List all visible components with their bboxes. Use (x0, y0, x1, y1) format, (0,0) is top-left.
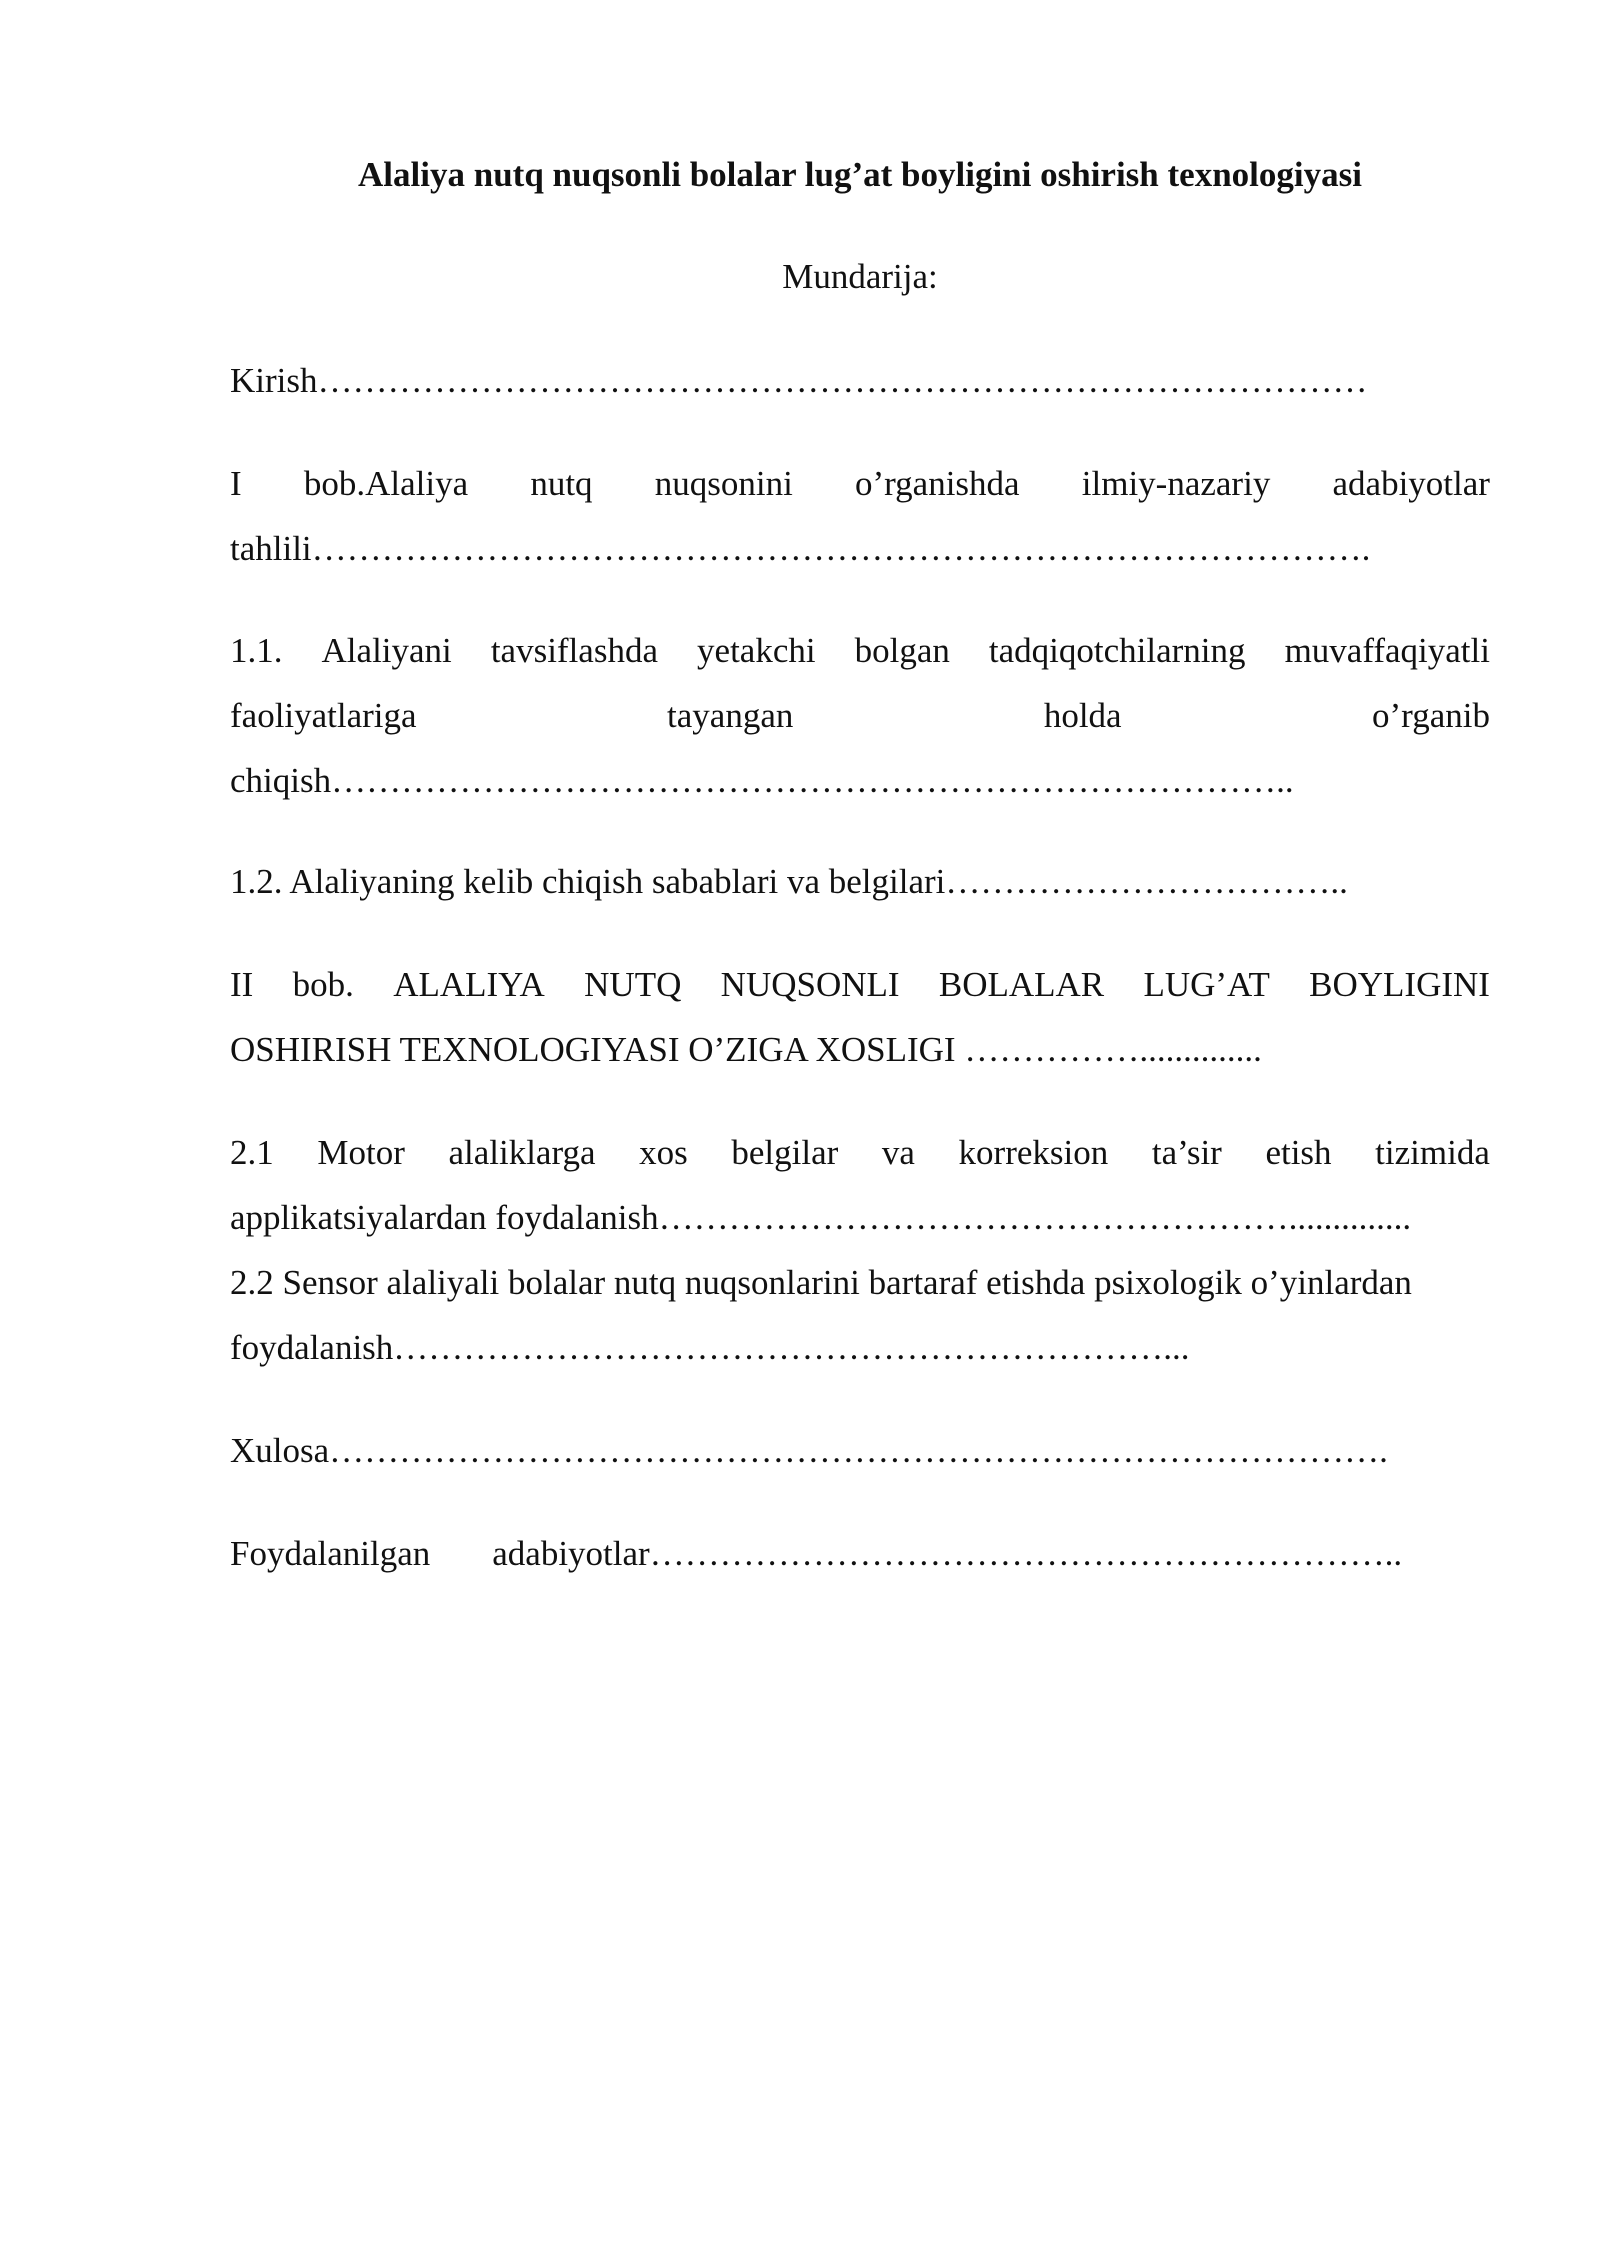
toc-entry-conclusion (230, 1418, 1490, 1483)
toc-word: bob.Alaliya (303, 464, 469, 503)
toc-word: bob. (292, 965, 354, 1004)
toc-word: o’rganishda (855, 464, 1020, 503)
toc-entry-section-1-2 (230, 849, 1490, 914)
toc-word: alaliklarga (448, 1133, 596, 1172)
toc-entry-references (230, 1521, 1490, 1586)
toc-word: xos (639, 1133, 688, 1172)
toc-word: tayangan (667, 696, 794, 735)
toc-word: LUG’AT (1143, 965, 1270, 1004)
toc-word: BOYLIGINI (1309, 965, 1490, 1004)
toc-entry-kirish (230, 348, 1490, 413)
toc-entry-text: Xulosa………………………………………………………………………………. (230, 1431, 1388, 1470)
toc-entry-line (230, 451, 1490, 516)
toc-entry-section-2-2 (230, 1250, 1490, 1380)
toc-entry-line (230, 618, 1490, 683)
toc-word: bolgan (854, 631, 950, 670)
toc-word: Foydalanilgan (230, 1534, 431, 1573)
toc-word: ta’sir (1151, 1133, 1222, 1172)
toc-word: faoliyatlariga (230, 696, 417, 735)
toc-entry-chapter-2 (230, 952, 1490, 1082)
toc-entry-section-2-1 (230, 1120, 1490, 1250)
toc-entry-chapter-1 (230, 451, 1490, 581)
toc-word: NUTQ (584, 965, 682, 1004)
toc-word: I (230, 464, 242, 503)
toc-word: BOLALAR (938, 965, 1105, 1004)
toc-entry-line: 2.2 Sensor alaliyali bolalar nutq nuqsonlarini bartaraf etishda psixologik o’yinlardan (230, 1263, 1412, 1302)
toc-heading: Mundarija: (782, 257, 938, 296)
toc-word: tadqiqotchilarning (988, 631, 1246, 670)
toc-word: Alaliyani (321, 631, 452, 670)
toc-entry-line (230, 952, 1490, 1017)
toc-word: belgilar (731, 1133, 839, 1172)
toc-entry-line: OSHIRISH TEXNOLOGIYASI O’ZIGA XOSLIGI …………….............. (230, 1030, 1262, 1069)
toc-word: 2.1 (230, 1133, 274, 1172)
toc-word: va (881, 1133, 915, 1172)
toc-word: korreksion (958, 1133, 1109, 1172)
toc-entry-line: applikatsiyalardan foydalanish……………………………………………….............. (230, 1198, 1412, 1237)
toc-word: tavsiflashda (490, 631, 658, 670)
toc-word: Motor (317, 1133, 405, 1172)
toc-entry-line (230, 1521, 1490, 1586)
document-title: Alaliya nutq nuqsonli bolalar lug’at boyligini oshirish texnologiyasi (358, 155, 1362, 194)
toc-entry-section-1-1 (230, 618, 1490, 813)
toc-entry-line: tahlili………………………………………………………………………………. (230, 529, 1371, 568)
toc-entry-line: foydalanish…………………………………………………………... (230, 1328, 1190, 1367)
toc-entry-line (230, 1120, 1490, 1185)
toc-word: nutq (530, 464, 593, 503)
toc-entry-line (230, 683, 1490, 748)
toc-word: II (230, 965, 254, 1004)
toc-word: yetakchi (697, 631, 816, 670)
toc-word: NUQSONLI (720, 965, 900, 1004)
toc-word: holda (1043, 696, 1122, 735)
toc-word: tizimida (1375, 1133, 1490, 1172)
toc-word: nuqsonini (654, 464, 793, 503)
toc-word: etish (1265, 1133, 1332, 1172)
toc-word: ALALIYA (393, 965, 545, 1004)
toc-word: adabiyotlar (1332, 464, 1490, 503)
toc-word: adabiyotlar……………………………………………………….. (492, 1534, 1403, 1573)
toc-entry-line: chiqish……………………………………………………………………….. (230, 761, 1294, 800)
toc-word: 1.1. (230, 631, 283, 670)
toc-word: o’rganib (1372, 696, 1490, 735)
toc-word: muvaffaqiyatli (1284, 631, 1490, 670)
toc-entry-text: 1.2. Alaliyaning kelib chiqish sabablari va belgilari…………………………….. (230, 862, 1348, 901)
toc-entry-text: Kirish……………………………………………………………………………… (230, 361, 1368, 400)
toc-word: ilmiy-nazariy (1081, 464, 1271, 503)
